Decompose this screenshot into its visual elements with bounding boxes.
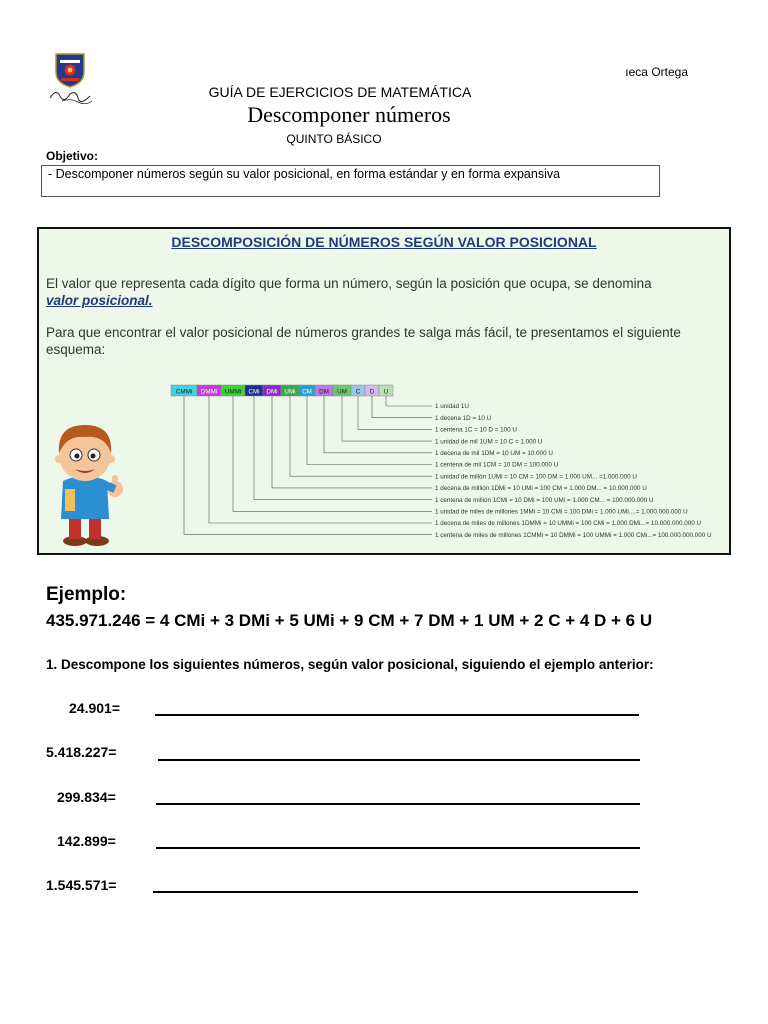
- connector-line: [184, 396, 432, 535]
- place-value-diagram: [39, 229, 729, 553]
- column-label: UMMi: [224, 388, 242, 396]
- exercise-number: 24.901=: [69, 700, 120, 716]
- answer-line[interactable]: [158, 759, 640, 761]
- connector-line: [254, 396, 432, 500]
- definition-row: 1 unidad de mil 1UM = 10 C = 1.000 U: [435, 438, 543, 446]
- column-label: CMi: [248, 388, 260, 396]
- grade-label: QUINTO BÁSICO: [286, 132, 382, 146]
- connector-line: [209, 396, 432, 523]
- connector-line: [342, 396, 432, 441]
- definition-row: 1 unidad de millón 1UMi = 10 CM = 100 DM = 1.000 UM... =1.000.000 U: [435, 473, 637, 481]
- definition-row: 1 decena de miles de millones 1DMMi = 10 UMMi = 100 CMi = 1.000 DMi...= 10.000.000.000 U: [435, 520, 702, 528]
- answer-line[interactable]: [156, 847, 640, 849]
- connector-line: [272, 396, 432, 488]
- definition-row: 1 unidad 1U: [435, 403, 469, 411]
- definition-text: El valor que representa cada dígito que forma un número, según la posición que ocupa, se denomina: [46, 276, 652, 291]
- definition-row: 1 decena 1D = 10 U: [435, 414, 492, 422]
- exercise-number: 5.418.227=: [46, 744, 117, 760]
- exercise-instruction: 1. Descompone los siguientes números, según valor posicional, siguiendo el ejemplo anterior:: [46, 657, 654, 672]
- example-equation: 435.971.246 = 4 CMi + 3 DMi + 5 UMi + 9 CM + 7 DM + 1 UM + 2 C + 4 D + 6 U: [46, 611, 653, 630]
- column-label: UMi: [284, 388, 296, 396]
- answer-line[interactable]: [155, 714, 639, 716]
- school-crest-icon: [52, 52, 88, 88]
- intro-paragraph: Para que encontrar el valor posicional de números grandes te salga más fácil, te presentamos el siguiente esquema:: [46, 325, 681, 357]
- objective-label: Objetivo:: [46, 149, 99, 163]
- connector-line: [358, 396, 432, 429]
- exercise-number: 1.545.571=: [46, 877, 117, 893]
- teacher-name: ıeca Ortega: [625, 65, 688, 79]
- column-label: D: [369, 388, 375, 396]
- thumbs-up-boy-icon: [45, 419, 127, 549]
- page-title: Descomponer números: [247, 102, 451, 127]
- definition-row: 1 decena de millión 1DMi = 10 UMi = 100 CM = 1.000 DM... = 10.000.000 U: [435, 485, 647, 493]
- keyword-valor-posicional: valor posicional.: [46, 293, 153, 308]
- definition-row: 1 decena de mil 1DM = 10 UM = 10.000 U: [435, 450, 553, 457]
- connector-line: [372, 396, 432, 418]
- connector-line: [233, 396, 432, 511]
- column-label: C: [355, 388, 361, 396]
- exercise-number: 299.834=: [57, 789, 116, 805]
- column-label: DMi: [266, 388, 278, 396]
- answer-line[interactable]: [156, 803, 640, 805]
- connector-line: [290, 396, 432, 476]
- connector-line: [324, 396, 432, 453]
- guide-title: GUÍA DE EJERCICIOS DE MATEMÁTICA: [208, 84, 472, 100]
- connector-line: [386, 396, 432, 406]
- definition-row: 1 centena 1C = 10 D = 100 U: [435, 426, 517, 434]
- definition-row: 1 centena de millión 1CMi = 10 DMi = 100 UMi = 1.000 CM... = 100.000.000 U: [435, 496, 654, 504]
- column-label: UM: [337, 388, 347, 396]
- column-label: CM: [302, 388, 312, 396]
- definition-row: 1 centena de miles de millones 1CMMi = 10 DMMi = 100 UMMi = 1.000 CMi...= 100.000.000.000 U: [435, 531, 712, 539]
- answer-line[interactable]: [153, 891, 638, 893]
- column-label: DMMi: [200, 388, 218, 396]
- objective-box: [41, 165, 660, 197]
- definition-row: 1 unidad de miles de millones 1MMi = 10 CMi = 100 DMi = 1.000 UMi....= 1.000.000.000 U: [435, 508, 688, 516]
- column-label: CMMi: [175, 388, 193, 396]
- example-label: Ejemplo:: [46, 584, 127, 605]
- panel-heading: DESCOMPOSICIÓN DE NÚMEROS SEGÚN VALOR POSICIONAL: [171, 234, 597, 250]
- objective-text: - Descomponer números según su valor posicional, en forma estándar y en forma expansiva: [48, 167, 561, 181]
- definition-row: 1 centena de mil 1CM = 10 DM = 100.000 U: [435, 461, 559, 469]
- place-value-panel: [37, 227, 731, 555]
- column-label: U: [383, 388, 389, 396]
- column-label: DM: [319, 388, 329, 396]
- exercise-number: 142.899=: [57, 833, 116, 849]
